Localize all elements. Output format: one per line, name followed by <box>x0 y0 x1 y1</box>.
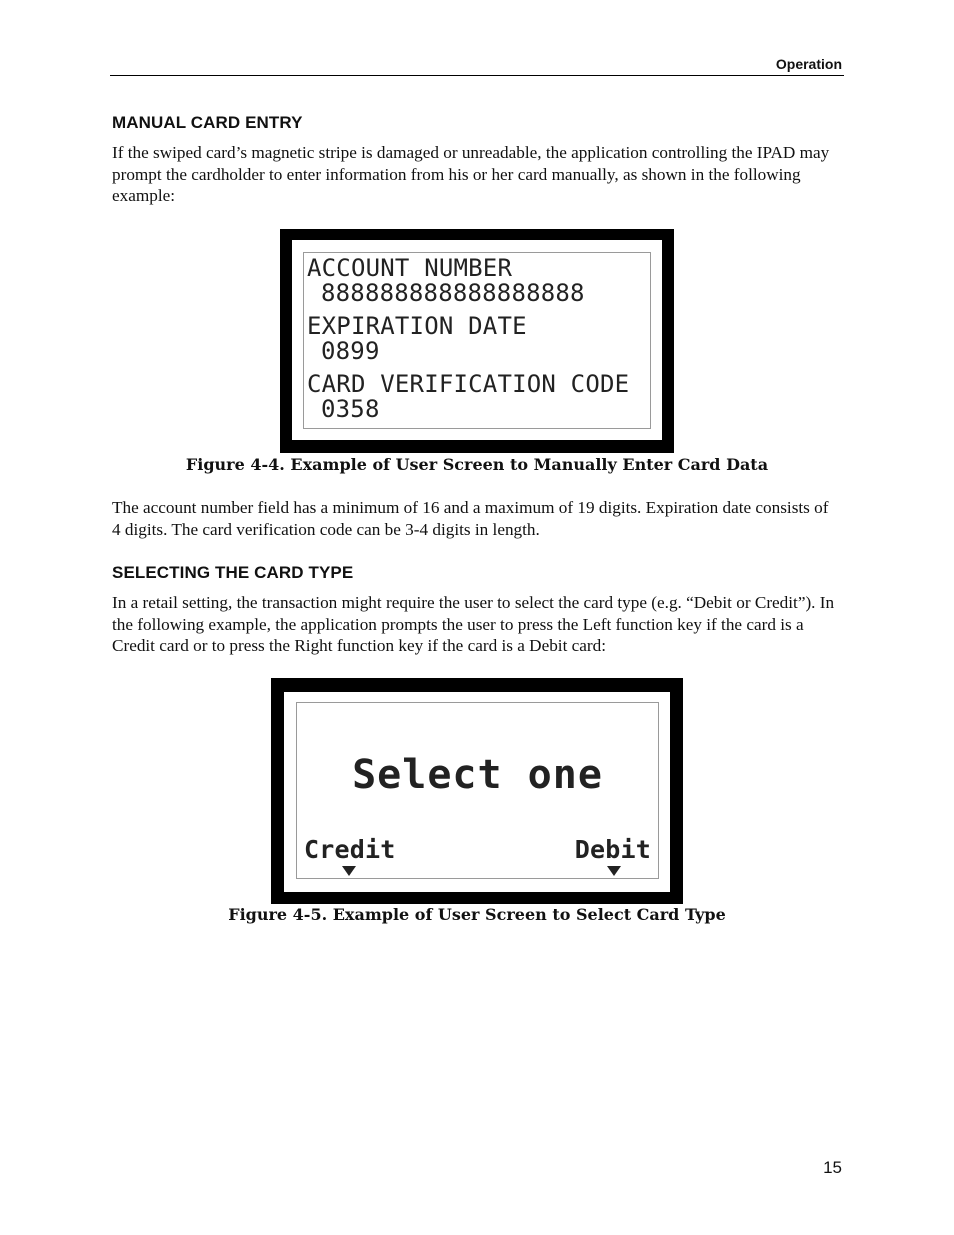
page-number: 15 <box>823 1158 842 1177</box>
lcd-cvc-value: 0358 <box>321 395 380 423</box>
lcd-bezel <box>292 240 662 440</box>
lcd-cvc-label: CARD VERIFICATION CODE <box>307 370 630 398</box>
lcd-expiration-label: EXPIRATION DATE <box>307 312 527 340</box>
caption-figure-4-5: Figure 4-5. Example of User Screen to Select Card Type <box>228 905 726 924</box>
paragraph-field-lengths: The account number field has a minimum of 16 and a maximum of 19 digits. Expiration date consists of 4 digits. The card verification code can be 3-4 digits in length. <box>112 498 829 539</box>
lcd-credit-key-label: Credit <box>304 835 396 864</box>
figure-manual-entry-screen <box>280 229 674 453</box>
heading-manual-card-entry: MANUAL CARD ENTRY <box>112 113 303 132</box>
lcd-bezel <box>284 692 670 892</box>
caption-figure-4-4: Figure 4-4. Example of User Screen to Manually Enter Card Data <box>185 455 769 474</box>
figure-select-card-type-screen <box>271 678 683 904</box>
lcd-account-label: ACCOUNT NUMBER <box>307 254 513 282</box>
header-divider <box>110 75 844 76</box>
running-header: Operation <box>775 56 842 72</box>
lcd-display <box>296 702 659 879</box>
lcd-expiration-value: 0899 <box>321 337 380 365</box>
left-function-arrow-icon <box>342 866 356 876</box>
lcd-display <box>303 252 651 429</box>
lcd-account-value: 888888888888888888 <box>321 279 585 307</box>
lcd-debit-key-label: Debit <box>574 835 651 864</box>
paragraph-manual-entry-intro: If the swiped card’s magnetic stripe is damaged or unreadable, the application controlling the IPAD may prompt the cardholder to enter information from his or her card manually, as shown in the following example: <box>112 143 830 205</box>
lcd-select-prompt: Select one <box>352 752 603 798</box>
paragraph-card-type-intro: In a retail setting, the transaction might require the user to select the card type (e.g. “Debit or Credit”). In the following example, the application prompts the user to press the Left function key if the card is a Credit card or to press the Right function key if the card is a Debit card: <box>112 593 835 655</box>
heading-selecting-card-type: SELECTING THE CARD TYPE <box>112 563 354 582</box>
right-function-arrow-icon <box>607 866 621 876</box>
